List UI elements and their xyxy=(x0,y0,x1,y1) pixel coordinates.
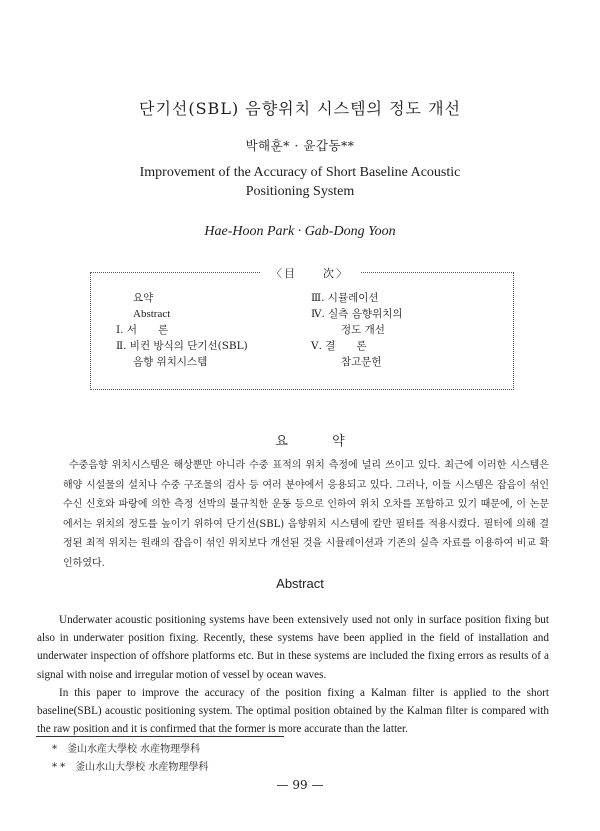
abstract-paragraph: In this paper to improve the accuracy of the position fixing a Kalman filter is applied to the short baseline(SBL) acoustic positioning system. The optimal position obtained by the Kalman filter is compared with the raw position and it is confirmed that the former is more accurate than the latter. xyxy=(37,686,549,736)
abstract-body xyxy=(37,611,549,738)
footnote-affiliation-1: * 釜山水産大學校 水産物理學科 xyxy=(52,744,201,755)
page-number: — 99 — xyxy=(276,778,324,792)
toc-heading: 〈目 次〉 xyxy=(260,265,360,281)
title-en-line-1: Improvement of the Accuracy of Short Baseline Acoustic xyxy=(139,165,461,180)
toc-item: 정도 개선 xyxy=(341,324,385,336)
authors-korean: 박해훈* · 윤갑동** xyxy=(245,138,355,153)
abstract-heading: Abstract xyxy=(276,576,324,591)
title-en-line-2: Positioning System xyxy=(245,184,355,199)
toc-right-column xyxy=(311,290,403,370)
toc-item: 요약 xyxy=(133,292,154,304)
footnote-affiliation-2: * * 釜山水山大學校 水産物理學科 xyxy=(52,762,209,773)
toc-left-column xyxy=(116,290,248,370)
toc-item: Ⅳ. 실측 음향위치의 xyxy=(311,308,403,320)
toc-item: Ⅱ. 비컨 방식의 단기선(SBL) xyxy=(116,340,248,352)
toc-item: Ⅰ. 서 론 xyxy=(116,324,169,336)
toc-item: Abstract xyxy=(133,308,171,320)
toc-item: 음향 위치시스템 xyxy=(133,356,208,368)
toc-item: 참고문헌 xyxy=(341,356,382,368)
paper-title-english xyxy=(0,163,600,201)
abstract-paragraph: Underwater acoustic positioning systems have been extensively used not only in surface position fixing but also in underwater position fixing. Recently, these systems have been applied in the field of installation and underwater inspection of offshore platforms etc. But in these systems are included the fixing errors as results of a signal with noise and irregular motion of vessel by ocean waves. xyxy=(37,614,549,681)
summary-heading: 요 약 xyxy=(275,434,365,449)
footnote-divider xyxy=(36,736,284,737)
summary-body: 수중음향 위치시스템은 해상뿐만 아니라 수중 표적의 위치 측정에 널리 쓰이고 있다. 최근에 이러한 시스템은 해양 시설물의 설치나 수중 구조물의 검사 등 여러 분야에서 응용되고 있다. 그러나, 이들 시스템은 잡음이 섞인 수신 신호와 파랑에 의한 측정 선박의 불규칙한 운동 등으로 인하여 위치 오차를 포함하고 있기 때문에, 이 논문에서는 위치의 정도를 높이기 위하여 단기선(SBL) 음향위치 시스템에 칼만 필터를 적용시켰다. 필터에 의해 결정된 최적 위치는 원래의 잡음이 섞인 위치보다 개선된 것을 시뮬레이션과 기존의 실측 자료를 이용하여 비교 확인하였다. xyxy=(63,460,549,569)
toc-item: Ⅲ. 시뮬레이션 xyxy=(311,292,379,304)
authors-english: Hae-Hoon Park · Gab-Dong Yoon xyxy=(204,224,396,239)
paper-title-korean: 단기선(SBL) 음향위치 시스템의 정도 개선 xyxy=(138,99,461,118)
toc-item: Ⅴ. 결 론 xyxy=(311,340,367,352)
